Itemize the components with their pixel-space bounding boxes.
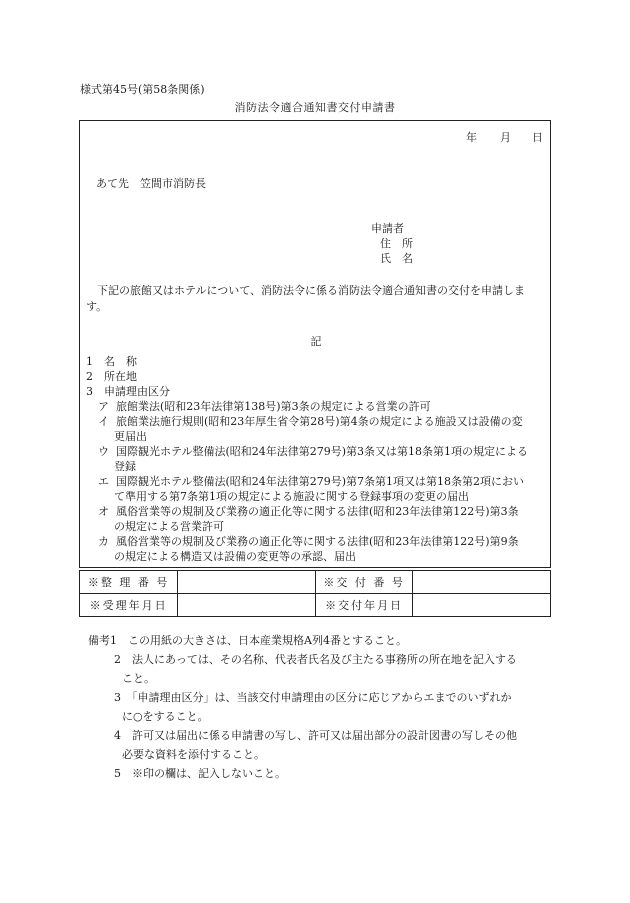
reason-text-cont: て準用する第7条第1項の規定による施設に関する登録事項の変更の届出 xyxy=(114,490,469,503)
reason-a xyxy=(86,399,544,414)
reason-ka xyxy=(86,534,544,564)
applicant-label: 申請者 xyxy=(371,222,404,235)
issue-number-field[interactable] xyxy=(413,571,551,594)
reason-text: 風俗営業等の規制及び業務の適正化等に関する法律(昭和23年法律第122号)第9条 xyxy=(116,535,519,548)
reason-u xyxy=(86,444,544,474)
reference-number-field[interactable] xyxy=(178,571,316,594)
reason-mark: ウ xyxy=(98,445,109,458)
reason-text-cont: 更届出 xyxy=(114,430,147,443)
reason-e xyxy=(86,474,544,504)
item-location: 2 所在地 xyxy=(86,370,137,383)
form-label: 様式第45号(第58条関係) xyxy=(80,83,205,96)
receipt-date-label: ※受理年月日 xyxy=(80,594,178,617)
reason-mark: ア xyxy=(98,400,109,413)
reason-mark: カ xyxy=(98,535,109,548)
issue-date-field[interactable] xyxy=(413,594,551,617)
issue-date-label: ※交付年月日 xyxy=(315,594,412,617)
application-box xyxy=(79,120,551,568)
reason-text: 旅館業法(昭和23年法律第138号)第3条の規定による営業の許可 xyxy=(116,400,431,413)
reason-text-cont: 登録 xyxy=(114,460,136,473)
office-use-table xyxy=(79,570,551,617)
reason-o xyxy=(86,504,544,534)
reason-text: 国際観光ホテル整備法(昭和24年法律第279号)第3条又は第18条第1項の規定による xyxy=(116,445,529,458)
reason-text-cont: の規定による営業許可 xyxy=(114,520,224,533)
note-1: 備考1 この用紙の大きさは、日本産業規格A列4番とすること。 xyxy=(88,634,407,647)
item-reason-category: 3 申請理由区分 xyxy=(86,385,170,398)
note-4-cont: 必要な資料を添付すること。 xyxy=(122,748,265,761)
receipt-date-field[interactable] xyxy=(178,594,316,617)
office-row xyxy=(80,594,551,617)
addressee: あて先 笠間市消防長 xyxy=(96,177,206,190)
issue-number-label: ※交 付 番 号 xyxy=(315,571,412,594)
reason-text-cont: の規定による構造又は設備の変更等の承認、届出 xyxy=(114,550,356,563)
office-row xyxy=(80,571,551,594)
note-3-cont: に○をすること。 xyxy=(122,710,209,723)
reason-mark: イ xyxy=(98,415,109,428)
reason-mark: エ xyxy=(98,475,109,488)
note-5: 5 ※印の欄は、記入しないこと。 xyxy=(114,767,286,780)
applicant-address-label: 住 所 xyxy=(380,237,413,250)
applicant-name-label: 氏 名 xyxy=(380,252,413,265)
note-4: 4 許可又は届出に係る申請書の写し、許可又は届出部分の設計図書の写しその他 xyxy=(114,729,517,742)
note-2-cont: こと。 xyxy=(122,672,155,685)
reason-text: 旅館業法施行規則(昭和23年厚生省令第28号)第4条の規定による施設又は設備の変 xyxy=(116,415,523,428)
reason-text: 国際観光ホテル整備法(昭和24年法律第279号)第7条第1項又は第18条第2項におい xyxy=(116,475,525,488)
reason-i xyxy=(86,414,544,444)
date-day-label: 日 xyxy=(532,131,543,144)
reference-number-label: ※整 理 番 号 xyxy=(80,571,178,594)
note-3: 3 「申請理由区分」は、当該交付申請理由の区分に応じアからエまでのいずれか xyxy=(114,691,512,704)
form-title: 消防法令適合通知書交付申請書 xyxy=(234,101,396,114)
reason-text: 風俗営業等の規制及び業務の適正化等に関する法律(昭和23年法律第122号)第3条 xyxy=(116,505,519,518)
item-name: 1 名 称 xyxy=(86,355,137,368)
reason-mark: オ xyxy=(98,505,109,518)
ki-heading: 記 xyxy=(310,335,322,348)
note-2: 2 法人にあっては、その名称、代表者氏名及び主たる事務所の所在地を記入する xyxy=(114,653,517,666)
request-body-text: 下記の旅館又はホテルについて、消防法令に係る消防法令適合通知書の交付を申請します。 xyxy=(86,284,526,313)
date-year-label: 年 xyxy=(466,131,477,144)
date-month-label: 月 xyxy=(500,131,511,144)
